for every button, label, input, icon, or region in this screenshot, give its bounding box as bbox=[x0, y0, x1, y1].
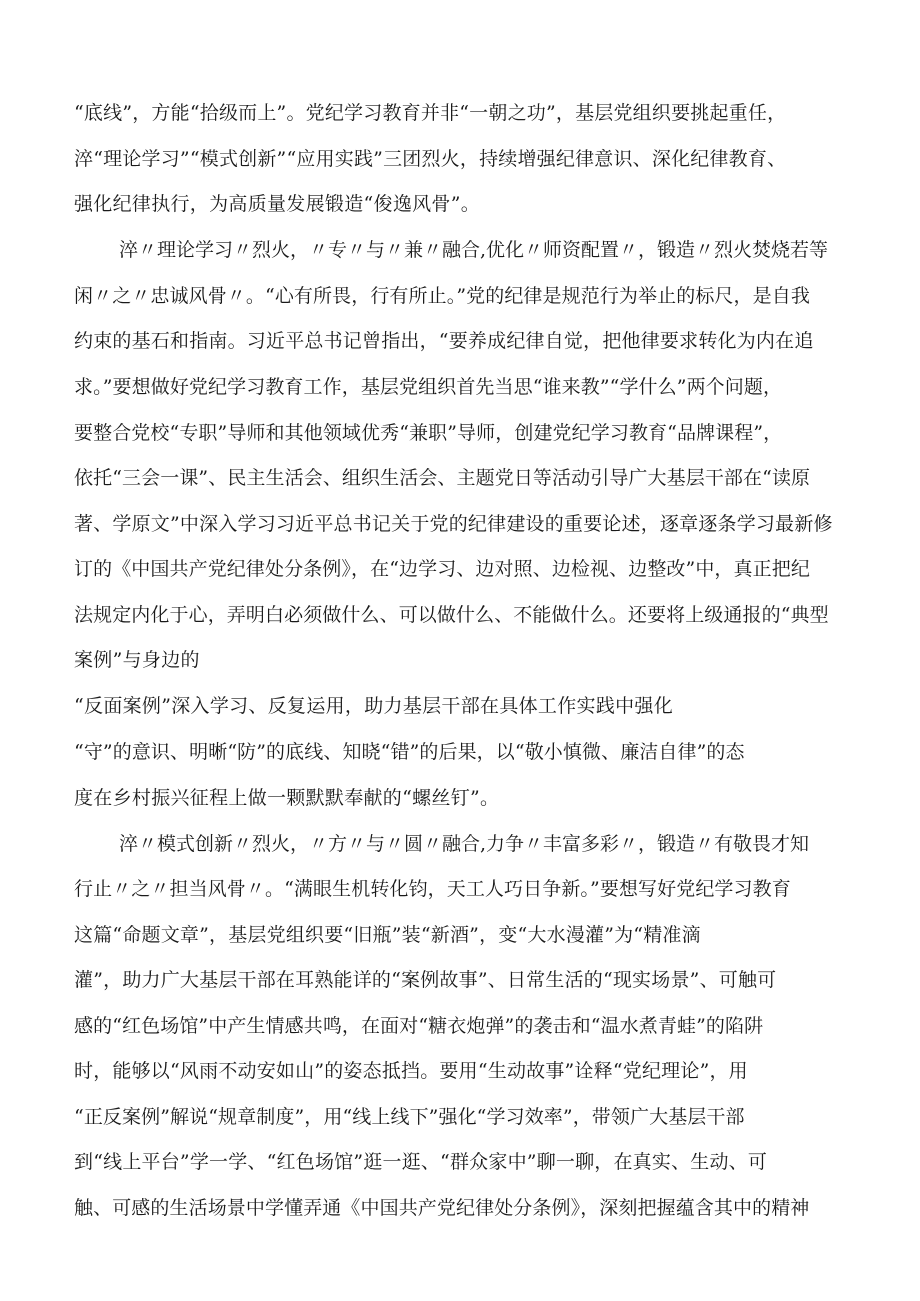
text-line: 闲〃之〃忠诚风骨〃。“心有所畏，行有所止。”党的纪律是规范行为举止的标尺，是自我 bbox=[74, 285, 810, 307]
text-line: “反面案例”深入学习、反复运用，助力基层干部在具体工作实践中强化 bbox=[74, 695, 674, 717]
text-line: 淬〃模式创新〃烈火，〃方〃与〃圆〃融合,力争〃丰富多彩〃，锻造〃有敬畏才知 bbox=[119, 833, 810, 855]
text-line: 淬〃理论学习〃烈火，〃专〃与〃兼〃融合,优化〃师资配置〃，锻造〃烈火焚烧若等 bbox=[119, 239, 829, 261]
text-line: 强化纪律执行，为高质量发展锻造“俊逸风骨”。 bbox=[74, 193, 481, 215]
text-line: 到“线上平台”学一学、“红色场馆”逛一逛、“群众家中”聊一聊，在真实、生动、可 bbox=[74, 1151, 768, 1173]
text-line: 感的“红色场馆”中产生情感共鸣，在面对“糖衣炮弹”的袭击和“温水煮青蛙”的陷阱 bbox=[74, 1015, 764, 1037]
text-line: 行止〃之〃担当风骨〃。“满眼生机转化钧，天工人巧日争新。”要想写好党纪学习教育 bbox=[74, 878, 791, 900]
text-line: “守”的意识、明晰“防”的底线、知晓“错”的后果，以“敬小慎微、廉洁自律”的态 bbox=[74, 741, 745, 763]
text-line: 时，能够以“风雨不动安如山”的姿态抵挡。要用“生动故事”诠释“党纪理论”，用 bbox=[74, 1060, 748, 1082]
text-line: 淬“理论学习”“模式创新”“应用实践”三团烈火，持续增强纪律意识、深化纪律教育、 bbox=[74, 148, 787, 170]
text-line: 这篇“命题文章”，基层党组织要“旧瓶”装“新酒”，变“大水漫灌”为“精准滴 bbox=[74, 924, 701, 946]
text-line: 灌”，助力广大基层干部在耳熟能详的“案例故事”、日常生活的“现实场景”、可触可 bbox=[74, 969, 777, 991]
text-line: “底线”，方能“拾级而上”。党纪学习教育并非“一朝之功”，基层党组织要挑起重任， bbox=[74, 102, 787, 124]
text-line: 订的《中国共产党纪律处分条例》，在“边学习、边对照、边检视、边整改”中，真正把纪 bbox=[74, 558, 810, 580]
text-line: 案例”与身边的 bbox=[74, 649, 200, 671]
text-line: 触、可感的生活场景中学懂弄通《中国共产党纪律处分条例》，深刻把握蕴含其中的精神 bbox=[74, 1197, 810, 1219]
text-line: 法规定内化于心，弄明白必须做什么、可以做什么、不能做什么。还要将上级通报的“典型 bbox=[74, 604, 829, 626]
text-line: “正反案例”解说“规章制度”，用“线上线下”强化“学习效率”，带领广大基层干部 bbox=[74, 1106, 745, 1128]
text-line: 约束的基石和指南。习近平总书记曾指出，“要养成纪律自觉，把他律要求转化为内在追 bbox=[74, 330, 814, 352]
text-line: 依托“三会一课”、民主生活会、组织生活会、主题党日等活动引导广大基层干部在“读原 bbox=[74, 467, 811, 489]
text-line: 度在乡村振兴征程上做一颗默默奉献的“螺丝钉”。 bbox=[74, 787, 500, 809]
text-line: 要整合党校“专职”导师和其他领域优秀“兼职”导师，创建党纪学习教育“品牌课程”， bbox=[74, 422, 783, 444]
text-line: 著、学原文”中深入学习习近平总书记关于党的纪律建设的重要论述，逐章逐条学习最新修 bbox=[74, 513, 833, 535]
text-line: 求。”要想做好党纪学习教育工作，基层党组织首先当思“谁来教”“学什么”两个问题， bbox=[74, 376, 783, 398]
